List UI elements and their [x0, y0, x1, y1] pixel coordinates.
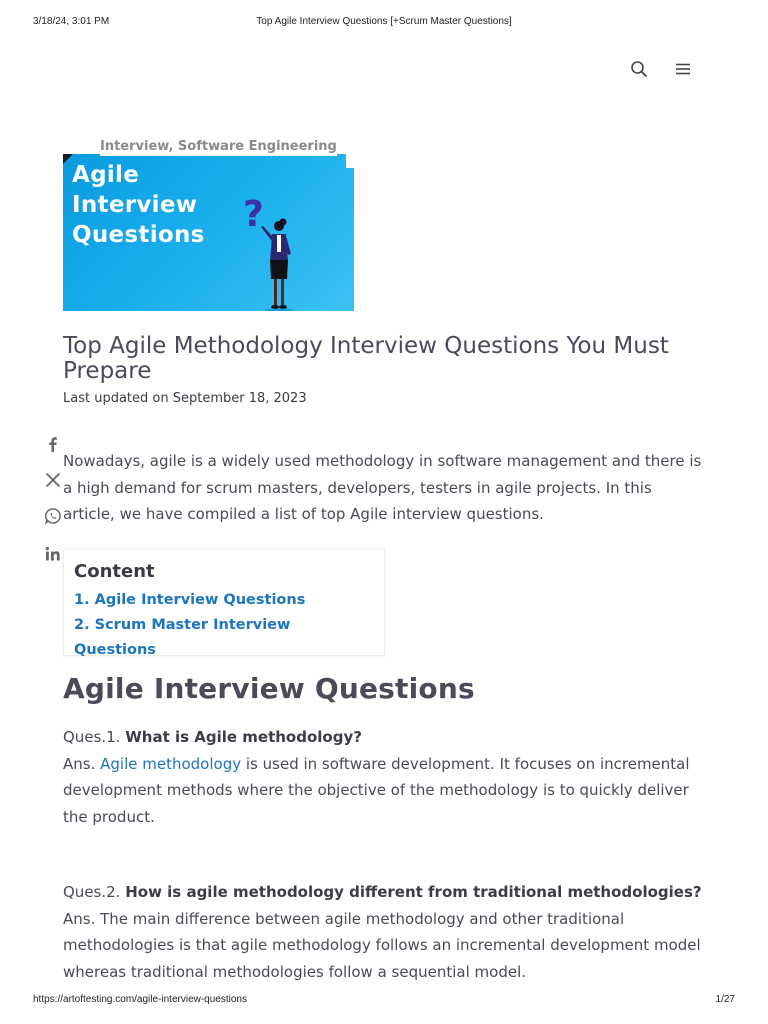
answer-2-prefix: Ans.	[63, 909, 96, 928]
answer-2	[63, 906, 713, 986]
article-title: Top Agile Methodology Interview Questions You Must Prepare	[63, 333, 669, 384]
question-2-prefix: Ques.2.	[63, 883, 121, 901]
hero-text	[72, 160, 205, 250]
table-of-contents	[63, 548, 385, 656]
linkedin-icon[interactable]	[44, 545, 62, 563]
search-icon[interactable]	[630, 60, 648, 78]
whatsapp-icon[interactable]	[44, 507, 62, 525]
answer-1-text: is used in software development. It focuses on incremental development methods where the objective of the methodology is to quickly deliver the product.	[63, 754, 690, 826]
woman-question-illustration	[241, 182, 311, 311]
answer-2-text: The main difference between agile methodology and other traditional methodologies is that agile methodology follows an incremental development model whereas traditional methodologies follow a sequential model.	[63, 909, 701, 981]
hero-image	[63, 154, 354, 311]
question-1-prefix: Ques.1.	[63, 728, 121, 746]
print-url: https://artoftesting.com/agile-interview-questions	[33, 994, 247, 1005]
hero-line-1: Agile	[72, 162, 140, 188]
article-category[interactable]: Interview, Software Engineering	[100, 139, 337, 154]
hero-line-3: Questions	[72, 222, 205, 248]
print-footer	[33, 994, 735, 1008]
question-1	[63, 724, 713, 751]
toc-link-agile-questions[interactable]: 1. Agile Interview Questions	[74, 592, 306, 608]
agile-methodology-link[interactable]: Agile methodology	[100, 754, 242, 773]
hero-strip	[346, 154, 354, 168]
facebook-icon[interactable]	[44, 435, 62, 453]
print-header	[33, 16, 735, 30]
hero-line-2: Interview	[72, 192, 198, 218]
print-page-number: 1/27	[715, 994, 735, 1005]
print-datetime: 3/18/24, 3:01 PM	[33, 16, 110, 27]
question-1-text: What is Agile methodology?	[125, 728, 362, 746]
intro-paragraph: Nowadays, agile is a widely used methodology in software management and there is a high demand for scrum masters, developers, testers in agile projects. In this article, we have compiled a list of top Agile interview questions.	[63, 452, 702, 523]
section-heading: Agile Interview Questions	[63, 672, 475, 705]
question-block-2	[63, 879, 713, 985]
answer-1	[63, 751, 713, 831]
x-icon[interactable]	[44, 471, 62, 489]
toc-title: Content	[74, 561, 155, 582]
hamburger-menu-icon[interactable]	[674, 60, 692, 78]
toc-link-scrum-master-questions[interactable]: 2. Scrum Master Interview Questions	[74, 617, 291, 658]
last-updated: Last updated on September 18, 2023	[63, 391, 307, 406]
question-block-1	[63, 724, 713, 830]
question-2	[63, 879, 713, 906]
question-2-text: How is agile methodology different from traditional methodologies?	[125, 883, 702, 901]
answer-1-prefix: Ans.	[63, 754, 96, 773]
print-page-title: Top Agile Interview Questions [+Scrum Master Questions]	[256, 16, 512, 27]
svg-text:?: ?	[243, 194, 264, 235]
top-nav-icons	[630, 60, 692, 78]
